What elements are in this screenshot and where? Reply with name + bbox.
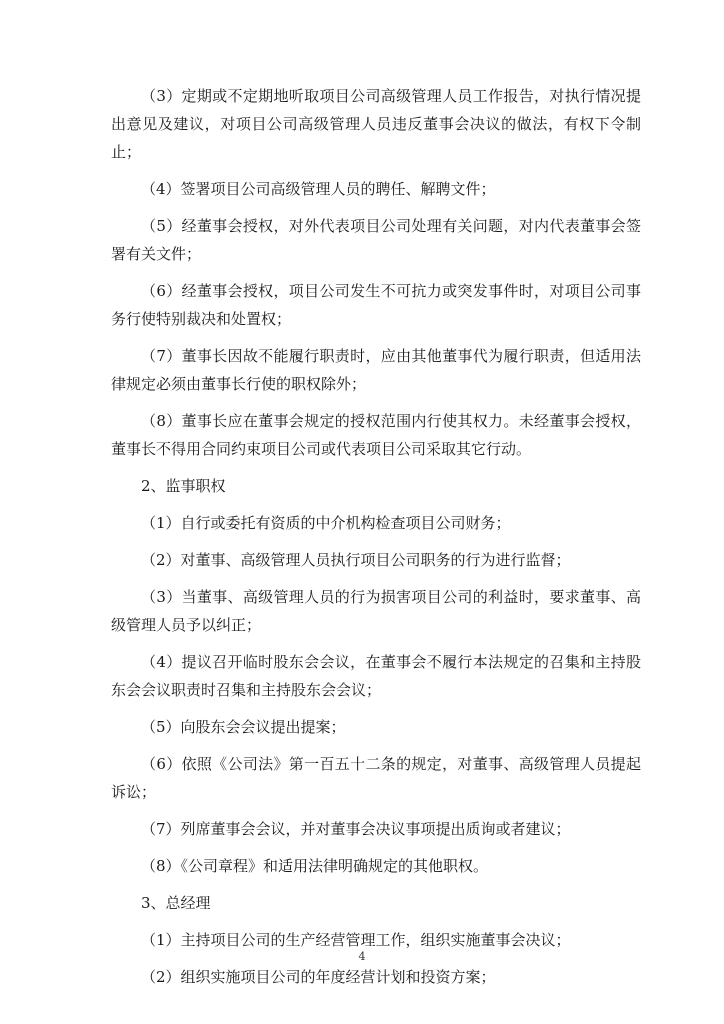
paragraph-chairman-item-7: （7）董事长因故不能履行职责时，应由其他董事代为履行职责，但适用法律规定必须由董事长行使的职权除外； [111,347,641,393]
paragraph-chairman-item-8: （8）董事长应在董事会规定的授权范围内行使其权力。未经董事会授权，董事长不得用合同约束项目公司或代表项目公司采取其它行动。 [111,412,641,458]
paragraph-chairman-item-5: （5）经董事会授权，对外代表项目公司处理有关问题，对内代表董事会签署有关文件； [111,217,641,263]
paragraph-chairman-item-3: （3）定期或不定期地听取项目公司高级管理人员工作报告，对执行情况提出意见及建议，对项目公司高级管理人员违反董事会决议的做法，有权下令制止； [111,87,641,161]
paragraph-manager-item-1: （1）主持项目公司的生产经营管理工作，组织实施董事会决议； [141,931,571,949]
paragraph-supervisor-item-5: （5）向股东会会议提出提案； [141,718,346,736]
page-number: 4 [358,950,366,963]
section-heading-general-manager: 3、总经理 [141,894,211,912]
page-body [111,82,641,1000]
paragraph-supervisor-item-8: （8）《公司章程》和适用法律明确规定的其他职权。 [141,857,489,875]
paragraph-supervisor-item-1: （1）自行或委托有资质的中介机构检查项目公司财务； [141,514,511,532]
paragraph-supervisor-item-3: （3）当董事、高级管理人员的行为损害项目公司的利益时，要求董事、高级管理人员予以纠正； [111,588,641,634]
paragraph-manager-item-2: （2）组织实施项目公司的年度经营计划和投资方案； [141,968,496,986]
paragraph-supervisor-item-4: （4）提议召开临时股东会会议，在董事会不履行本法规定的召集和主持股东会会议职责时召集和主持股东会会议； [111,653,641,699]
section-heading-supervisor: 2、监事职权 [141,477,226,495]
paragraph-chairman-item-6: （6）经董事会授权，项目公司发生不可抗力或突发事件时，对项目公司事务行使特别裁决和处置权； [111,282,641,328]
paragraph-supervisor-item-7: （7）列席董事会会议，并对董事会决议事项提出质询或者建议； [141,820,571,838]
paragraph-supervisor-item-6: （6）依照《公司法》第一百五十二条的规定，对董事、高级管理人员提起诉讼； [111,755,641,801]
paragraph-chairman-item-4: （4）签署项目公司高级管理人员的聘任、解聘文件； [141,180,496,198]
paragraph-supervisor-item-2: （2）对董事、高级管理人员执行项目公司职务的行为进行监督； [141,551,571,569]
